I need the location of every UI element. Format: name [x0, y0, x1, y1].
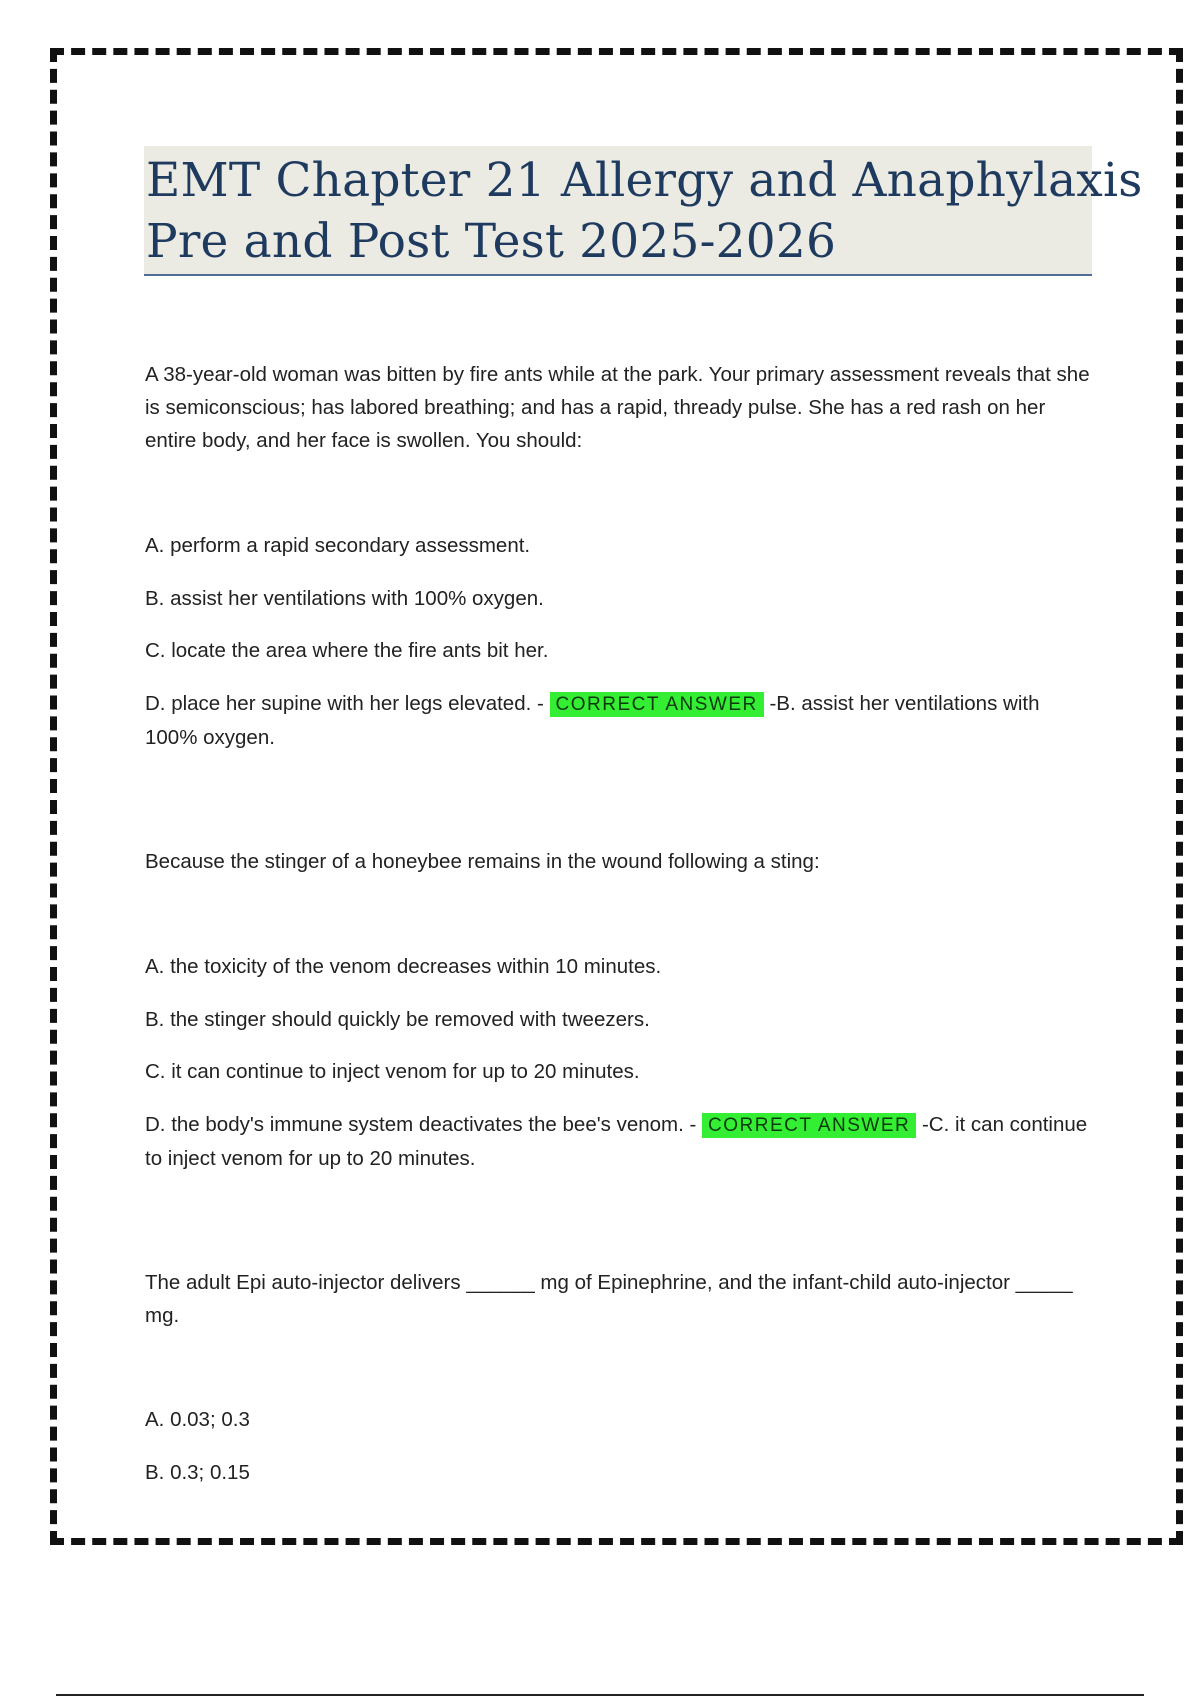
correct-answer-label: CORRECT ANSWER — [550, 692, 764, 717]
title-line-1: EMT Chapter 21 Allergy and Anaphylaxis — [146, 153, 1143, 208]
question-1-option-a: A. perform a rapid secondary assessment. — [145, 534, 531, 557]
question-3-text: The adult Epi auto-injector delivers ______ mg of Epinephrine, and the infant-child auto-injector _____ mg. — [145, 1271, 1073, 1327]
question-1-option-b: B. assist her ventilations with 100% oxygen. — [145, 586, 544, 610]
question-3-option-a: A. 0.03; 0.3 — [145, 1408, 250, 1431]
question-2-option-a: A. the toxicity of the venom decreases within 10 minutes. — [145, 955, 662, 978]
question-2-option-d: D. the body's immune system deactivates the bee's venom. - — [145, 1112, 703, 1136]
question-2-text: Because the stinger of a honeybee remains in the wound following a sting: — [145, 850, 820, 873]
question-2-answer: -C. it can continue to inject venom for up to 20 minutes. — [145, 1112, 1088, 1170]
correct-answer-label: CORRECT ANSWER — [702, 1113, 916, 1138]
document-title — [144, 146, 1143, 276]
question-2-option-c: C. it can continue to inject venom for up to 20 minutes. — [145, 1060, 640, 1083]
question-2-option-d-with-answer — [145, 1108, 1095, 1175]
question-1-answer: -B. assist her ventilations with 100% oxygen. — [145, 691, 1040, 749]
footer-rule — [56, 1694, 1144, 1696]
question-3-option-b: B. 0.3; 0.15 — [145, 1460, 250, 1484]
question-2-option-b: B. the stinger should quickly be removed with tweezers. — [145, 1007, 650, 1031]
title-line-2: Pre and Post Test 2025-2026 — [146, 214, 837, 269]
question-1-option-d: D. place her supine with her legs elevated. - — [145, 691, 550, 715]
document-body — [145, 358, 1095, 1508]
question-1-option-c: C. locate the area where the fire ants bit her. — [145, 639, 549, 662]
question-1-text: A 38-year-old woman was bitten by fire ants while at the park. Your primary assessment reveals that she is semiconscious; has labored breathing; and has a rapid, thready pulse. She has a red rash on her entire body, and her face is swollen. You should: — [145, 363, 1090, 452]
question-1-option-d-with-answer — [145, 687, 1095, 754]
